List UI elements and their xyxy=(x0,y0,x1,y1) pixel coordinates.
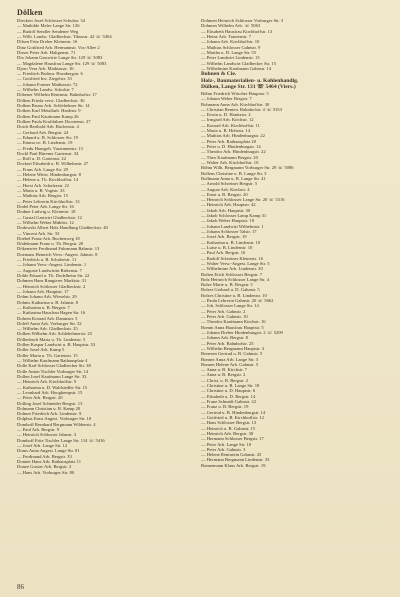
directory-entry: — Paul Arb. Bergstr. 9 xyxy=(17,427,60,433)
directory-entry: Bolzes Christine u. B. Lindenstr. 10 xyxy=(201,292,267,298)
directory-entry: — Gottfried u. B. Kirchhoffstr. 12 xyxy=(201,414,264,420)
directory-entry: Dohm Johann Arb. Wieselstr. 29 xyxy=(17,294,77,300)
directory-entry: — Rudolf Sendler Sendener Weg xyxy=(17,28,79,34)
directory-entry: — Frans Arb. Lange Str. 29 xyxy=(17,166,68,172)
directory-entry: — Theodor Kaufmann Kirchstr. 16 xyxy=(201,319,266,325)
directory-entry: Dolken Paula Kraftfahrer Dorstenstr. 27 xyxy=(17,118,91,124)
directory-entry: Dolmann Christian u. B. Kamp 20 xyxy=(17,405,81,411)
directory-entry: — Joh. Schlosser Lange Str. 14 xyxy=(201,303,259,309)
directory-entry: — Hermann Bergmann Lindenstr. 33 xyxy=(201,457,270,463)
directory-entry: — Arnold Schreiner Bergstr. 5 xyxy=(201,181,258,187)
directory-entry: Dohms Katharina u. B. Jahnstr. 8 xyxy=(17,299,78,305)
advert-company: Bohnen & Cie. xyxy=(201,71,237,78)
directory-entry: Dollen Kaspar Landwirt u. B. Hauptstr. 53 xyxy=(17,342,96,348)
directory-entry: — Peter Arb. Lange Str. 10 xyxy=(201,441,252,447)
directory-entry: — Johann Landwirt Wilhelmstr. 1 xyxy=(201,223,264,229)
directory-entry: Dolken Paul Kaufmann Kamp 26 xyxy=(17,113,79,119)
directory-entry: — Heinrich Schlosser Lange Str. 20 ☏ 5316 xyxy=(201,197,285,203)
directory-entry: — Jakob Arb. Hauptstr. 30 xyxy=(201,207,251,213)
directory-entry: Bollens Christine u. B. Lange Str. 3 xyxy=(201,170,267,176)
directory-entry: Bolz Heinrich Schlosser Lange Str. 4 xyxy=(201,276,270,282)
directory-entry: Dodowski Albert Holz Handlung Gladbeckstr. 40 xyxy=(17,225,108,231)
directory-entry: — Heinrich Arb. Bergstr. 30 xyxy=(201,430,254,436)
directory-entry: Bolten Erich Schlosser Bergstr. 7 xyxy=(201,271,263,277)
directory-entry: Dolle Karl Schlosser Gladbecker Str. 38 xyxy=(17,363,91,369)
directory-entry: — Maria u. B. Hohestr. 14 xyxy=(201,128,250,134)
directory-entry: — Johann Dreher Hindenburgstr. 2 ☏ 5209 xyxy=(201,329,283,335)
directory-entry: — Katharina u. B. Bergstr. 7 xyxy=(17,304,70,310)
directory-entry: — Hermann Schlosser Bergstr. 17 xyxy=(201,436,264,442)
directory-entry: — Peter Landwirt Lindenstr. 13 xyxy=(201,55,260,61)
directory-entry: Dohmen Hans Rangierer Marktstr. 31 xyxy=(17,278,87,284)
directory-entry: Dölken Frieda verw. Gladbeckstr. 36 xyxy=(17,97,85,103)
directory-entry: — Walter Verw.-Angest. Lange Str. 5 xyxy=(201,260,270,266)
directory-entry: Doebel Franz Arb. Buchenweg 18 xyxy=(17,235,80,241)
directory-entry: Doller Josef Arb. Kamp 5 xyxy=(17,347,65,353)
directory-entry: Doms Anna Angest. Lange Str. 81 xyxy=(17,448,80,454)
advert-address: Dülken, Lange Str. 131 ☏ 5464 (Viers.) xyxy=(201,84,296,91)
directory-entry: Dolmer Friedrich Arb. Lindenstr. 9 xyxy=(17,411,82,417)
directory-entry: — Hans Arb. Vorburger Str. 80 xyxy=(17,469,75,475)
directory-entry: — Johann Weber Bergstr. 7 xyxy=(201,96,252,102)
directory-entry: — Elisabeth u. D. Bergstr. 14 xyxy=(201,393,256,399)
directory-entry: — Christine u. D. Hauptstr. 6 xyxy=(201,388,256,394)
right-column xyxy=(201,18,387,468)
directory-entry: — Konrad Arb. Kirchhoffstr. 11 xyxy=(201,122,260,128)
directory-entry: — Vincent Arb. Str. 33 xyxy=(17,230,60,236)
directory-entry: — Emma vo. B. Lindenstr. 19 xyxy=(17,140,73,146)
directory-entry: — Anna u. B. Kirchstr. 7 xyxy=(201,367,247,373)
directory-entry: — Katharina u. B. Lindenstr. 10 xyxy=(201,239,261,245)
directory-entry: — Ernst u. B. Bergstr. 20 xyxy=(201,191,248,197)
directory-entry: Djoro Vera Arb. Mathiasstr. 16 xyxy=(17,65,74,71)
directory-entry: Dödelmann Franz u. Th. Bergstr. 20 xyxy=(17,241,84,247)
directory-entry: — Johann Schlosser Talstr. 17 xyxy=(201,229,257,235)
directory-entry: — Johann Verw.-Angest. Lindenstr. 1 xyxy=(17,262,87,268)
directory-entry: Dinz Gottfried Arb. Hermannstr. Vos-Allee 2 xyxy=(17,44,100,50)
directory-entry: Dolken Karl Metallarb. Hardtstr. 9 xyxy=(17,108,81,114)
directory-entry: Dolling Josef Schneider Bergstr. 13 xyxy=(17,400,83,406)
directory-entry: — Wilhelm Bergmann Hauptstr. 3 xyxy=(201,345,265,351)
directory-entry: — Peter Arb. Gahnstr. 3 xyxy=(201,446,246,452)
directory-entry: Bonner Anna Arb. Lange Str. 3 xyxy=(201,356,259,362)
directory-entry: — Peter Arb. Gahnstr. 2 xyxy=(201,308,246,314)
directory-entry: — Katharina Hausfrau Hagen Str. 16 xyxy=(17,310,86,316)
directory-entry: Dolken Bruno Arb. Schlehelmer Str. 14 xyxy=(17,103,90,108)
directory-entry: — Wilhelm Landwirt Gladbecker Str. 15 xyxy=(201,60,276,66)
directory-entry: Bomm Anna Hausfrau Hauptstr. 5 xyxy=(201,324,264,330)
directory-entry: — Peter u. D. Hindenburgstr. 14 xyxy=(201,144,261,150)
directory-entry: — Paul Arb. Bergstr. 16 xyxy=(201,250,246,256)
directory-entry: — Heinrich Schlosser Jahnstr. 3 xyxy=(17,432,77,438)
directory-entry: — Jakob Schlosser Lamp Kamp 31 xyxy=(201,213,267,219)
directory-entry: Dodel Peter Arb. Lange Str. 16 xyxy=(17,203,74,209)
directory-entry: Donze Gustav Arb. Bergstr. 3 xyxy=(17,464,72,470)
directory-entry: — Magdalene Hausfrau Lange Str. 129 ☏ 5083 xyxy=(17,60,107,66)
directory-entry: Dilsen Fritz Dreher Kleinestr. 16 xyxy=(17,39,78,45)
directory-entry: — Josef Arb. Lange Str. 12 xyxy=(17,443,68,448)
directory-entry: — Mathilde Maler Lange Str. 126 xyxy=(17,23,80,29)
directory-entry: Dotch Berthold Arb. Buchenstr. 4 xyxy=(17,124,79,130)
directory-entry: — Auguste Landwirtin Birkenstr. 7 xyxy=(17,267,82,273)
directory-entry: — Johann Arb. Bergstr. 8 xyxy=(201,335,248,341)
directory-entry: — Theo Kaufmann Bergstr. 20 xyxy=(201,154,258,160)
directory-entry: — Johann Arb. Kirchhoffstr. 10 xyxy=(201,39,260,45)
directory-entry: — Christian Renten. Bahnhofstr. 4 ☏ 5353 xyxy=(201,106,283,112)
directory-entry: Dockert Elisabeth u. B. Wilhelmstr. 27 xyxy=(17,161,89,167)
left-column xyxy=(17,18,199,475)
directory-entry: — Franz Schmidt Gahnstr. 22 xyxy=(201,399,256,405)
directory-entry: Doemans Heinrich Verw.-Angest. Jahnstr. 8 xyxy=(17,251,98,257)
directory-entry: Dollen Josef Kaufmann Lange Str. 33 xyxy=(17,373,87,379)
right-column-entries xyxy=(201,91,387,468)
directory-entry: — Gerhard Arb. Bergstr. 24 xyxy=(17,129,69,135)
directory-entry: — Wilhelmine Kaufmann Gahnstr. 14 xyxy=(201,65,272,71)
directory-entry: — Katharina u. D. Waldsiedler Str. 15 xyxy=(17,384,88,390)
directory-entry: — Leonhard Arb. Hoogkempstr. 15 xyxy=(17,389,83,395)
directory-entry: — Hans Schlosser Bergstr. 13 xyxy=(201,420,257,426)
directory-entry: — Wilhelm Landw. Schulstr. 7 xyxy=(17,87,74,93)
directory-entry: — Heinrich Arb. Hauptstr. 42 xyxy=(201,202,256,208)
right-column-top xyxy=(201,18,387,71)
directory-entry: Dohmen Wilhelm Arb. ☏ 5063 xyxy=(201,23,261,29)
directory-entry: Bolzer Gerhard u. D. Gahnstr. 5 xyxy=(201,287,260,293)
directory-entry: — Helene Wittw. Hindenburgstr. 8 xyxy=(17,172,81,178)
advertisement xyxy=(201,71,387,91)
directory-entry: Bollmann Anna u. B. Lange Str. 41 xyxy=(201,175,266,181)
directory-entry: — Peter Arb. Bergstr. 20 xyxy=(17,395,63,401)
directory-entry: — Walter Arb. Kirchhoffstr. 10 xyxy=(201,159,259,165)
page-number: 86 xyxy=(17,583,24,591)
directory-entry: — Friedrich Bodenr. Hornbergstr. 6 xyxy=(17,71,83,77)
directory-entry: — Mathias Arb. Hindenburgstr. 22 xyxy=(201,133,265,139)
directory-entry: — Wilhelm Arb. Gladbeckstr. 25 xyxy=(17,326,78,332)
directory-entry: — Josef Arb. Bergstr. 19 xyxy=(201,234,247,240)
directory-entry: — Christ. u. B. Bergstr. 2 xyxy=(201,377,249,383)
directory-entry: Dockl Paul Bürener Gartenstr. 34 xyxy=(17,150,79,156)
page-header: Dölken xyxy=(17,8,43,17)
directory-entry: — Theodor Arb. Hindenburgstr. 22 xyxy=(201,149,266,155)
directory-entry: — Gottfried Inv. Ziegelstr. 33 xyxy=(17,76,72,82)
directory-entry: Dohmen Heinrich Schlosser Vorburger Str. 3 xyxy=(201,18,284,23)
directory-entry: — Heinrich Arb. Kirchhoffstr. 9 xyxy=(17,379,77,385)
directory-entry: — Jakob Weber Hauptstr. 18 xyxy=(201,218,255,224)
directory-entry: Dökemeier Ferdinand Fuhrmann Bahnstr. 13 xyxy=(17,246,100,252)
directory-entry: Dolken Wilhelm Arb. Schlehelmerstr. 25 xyxy=(17,331,93,337)
directory-entry: — August Arb. Kirchstr. 4 xyxy=(201,186,250,192)
directory-entry: — Heinrich u. B. Gahnstr. 15 xyxy=(201,425,256,431)
directory-entry: Bolze Marie u. B. Bergstr. 5 xyxy=(201,282,253,288)
directory-entry: Doleff Anna Arb. Vorburger Str. 32 xyxy=(17,320,82,326)
directory-entry: Bonnes Helene Arb. Gahnstr. 5 xyxy=(201,361,259,367)
directory-entry: — Erwin u. D. Hanitzstr. 2 xyxy=(201,112,251,118)
directory-entry: Bonesen Gertrud u. B. Gahnstr. 5 xyxy=(201,351,263,357)
directory-entry: Disser Peter Arb. Haligenstr. 71 xyxy=(17,49,76,55)
advert-business: Holz-, Baumaterialien- u. Kohlenhandlg. xyxy=(201,77,299,84)
directory-entry: — Peter Lehrerin Kirchhoffstr. 13 xyxy=(17,198,80,204)
directory-entry: Böhm Wilh. Bergmann Vorburger Str. 29 ☏ 5086 xyxy=(201,165,294,171)
directory-entry: — Peter Arb. Bahnhofstr. 25 xyxy=(201,340,254,346)
directory-entry: — Peter Arb. Rathausplatz 20 xyxy=(201,138,256,144)
directory-entry: Bonnemann Klaus Arb. Bergstr. 19 xyxy=(201,462,266,468)
directory-entry: — Gustaf Gastwirt Gladbeckstr. 12 xyxy=(17,214,82,220)
directory-entry: — Paula Lehrerin Gahnstr. 20 ☏ 5662 xyxy=(201,298,274,304)
directory-entry: Döllenbach Maria u. Th. Lindenstr. 5 xyxy=(17,336,86,342)
directory-entry: Doller Maria u. Th. Gartenstr. 15 xyxy=(17,352,78,358)
directory-entry: — Fredu Hausgeh. Varzinnenstr. 13 xyxy=(17,145,83,151)
directory-entry: — Mathias Schlosser Gahnstr. 9 xyxy=(201,44,261,50)
directory-entry: Donner Hans Arb. Rathausplatz 11 xyxy=(17,458,82,464)
directory-entry: — Rudolf Schreiner Kleinestr. 16 xyxy=(201,255,263,261)
directory-entry: — Mathias Arb. Bergstr. 15 xyxy=(17,193,68,199)
directory-entry: Dodner Ludwig u. Kleinestr. 18 xyxy=(17,209,76,215)
directory-entry: — Anna u. B. Bergstr. 2 xyxy=(201,372,246,378)
directory-entry: — Heinrich Schlosser Gladbeckstr. 2 xyxy=(17,283,86,289)
directory-entry: Böhm Friedrich Wäscher Hauptstr. 5 xyxy=(201,90,269,96)
directory-entry: — Peter Arb. Gahnstr. 10 xyxy=(201,314,248,320)
directory-entry: — Irmgard Arb. Kirchstr. 12 xyxy=(201,117,254,123)
directory-entry: Döbener Wilhelm Rentmstr. Bahnhofstr. 17 xyxy=(17,92,97,98)
directory-entry: — Wilhelm Kaufmann Rathausplatz 4 xyxy=(17,358,88,363)
directory-entry: — Gertrud u. B. Hindenburgstr. 14 xyxy=(201,409,266,415)
directory-entry: Domhoff Bernhard Bergmann Wildenstr. 4 xyxy=(17,421,96,427)
directory-entry: — Heinz Arb. Trautenstr. 7 xyxy=(201,33,252,39)
directory-entry: — Wilhelm Weber Mühlstr. 12 xyxy=(17,219,74,225)
directory-entry: Dolphus Ernst Angest. Vorburger Str. 10 xyxy=(17,416,92,422)
directory-entry: — Eduard u. B. Schlosser Str. 19 xyxy=(17,134,78,140)
directory-entry: Bohmann Anna Arb. Kirchhoffstr. 30 xyxy=(201,101,270,107)
directory-entry: Dix Johann Gastwirte Lange Str. 129 ☏ 5083 xyxy=(17,55,103,61)
directory-entry: Domhoff Fritz Tischler Lange Str. 114 ☏ 5416 xyxy=(17,437,105,443)
directory-entry: — Rolf u. D. Gartenstr. 22 xyxy=(17,156,66,162)
directory-entry: Dieckert Josef Schlosser Schulstr. 34 xyxy=(17,18,86,23)
directory-entry: — Martha u. D. Lange Str. 55 xyxy=(201,49,256,55)
directory-entry: — Johann Former Mathiasstr. 72 xyxy=(17,81,78,87)
directory-entry: Dohren Konrad Arb. Dammstr. 5 xyxy=(17,315,78,321)
directory-entry: — Friedrich u. B. Schulzestr. 11 xyxy=(17,257,77,263)
directory-entry: — Helene Rentnerin Gahnstr. 25 xyxy=(201,452,262,458)
directory-entry: — Franz u. B. Bergstr. 19 xyxy=(201,404,249,410)
directory-entry: — Wilhelmine Arb. Lindenstr. 20 xyxy=(201,266,263,272)
directory-entry: — Luise u. B. Lindenstr. 10 xyxy=(201,244,253,250)
directory-entry: — Christine u. B. Lange Str. 18 xyxy=(201,383,260,389)
directory-entry: — Johann Arb. Hauptstr. 17 xyxy=(17,288,69,294)
directory-entry: — Helene u. Th. Kirchhoffstr. 14 xyxy=(17,177,79,183)
directory-entry: — Maria u. B. Vogtstr. 33 xyxy=(17,188,65,193)
directory-entry: — Elisabeth Hausfrau Kirchhoffstr. 13 xyxy=(201,28,273,34)
directory-entry: — Ferdinand Arb. Bergstr. 33 xyxy=(17,453,72,459)
directory-entry: — Wilh. Landw. Gladbeckstr. Tibusstr. 42 ☏ 5304 xyxy=(17,33,112,39)
directory-entry: Dohle Eduard u. Th. Dodelheim Str. 22 xyxy=(17,273,90,278)
directory-entry: Dolle Anton Tischler Vorburger Str. 14 xyxy=(17,368,89,374)
directory-entry: — Horst Arb. Schulzestr. 22 xyxy=(17,182,70,188)
